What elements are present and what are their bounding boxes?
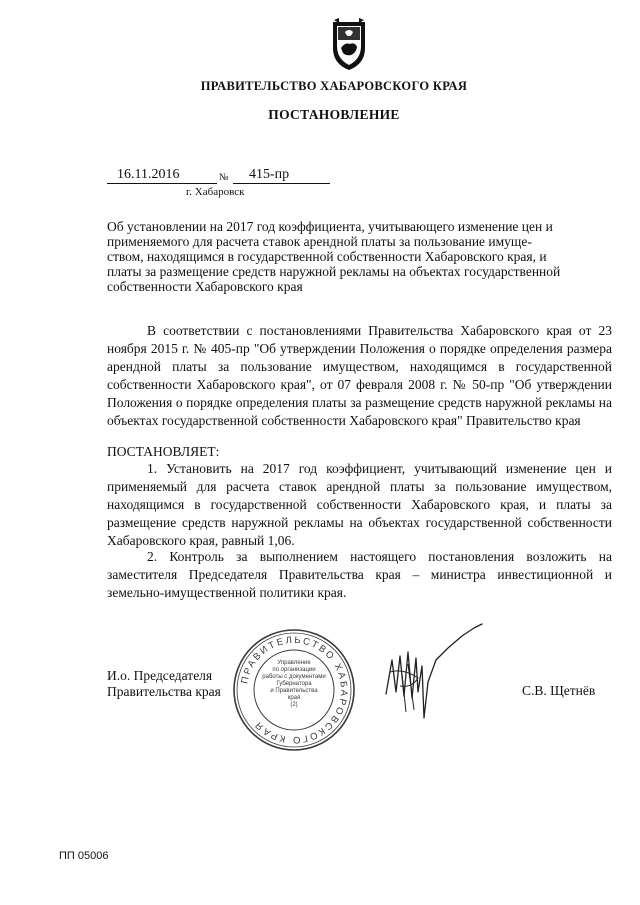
document-number: 415-пр	[233, 167, 330, 184]
government-title: ПРАВИТЕЛЬСТВО ХАБАРОВСКОГО КРАЯ	[200, 79, 468, 93]
decree-item-2: 2. Контроль за выполнением настоящего постановления возложить на заместителя Председателя Правительства края – министра инвестиционной и земельно-имущественной политики края.	[107, 549, 612, 601]
signer-name: С.В. Щетнёв	[522, 683, 596, 698]
signer-title	[107, 668, 221, 700]
document-subject	[107, 219, 612, 294]
document-city: г. Хабаровск	[186, 186, 245, 198]
subject-line: ством, находящимся в государственной собственности Хабаровского края, и	[107, 249, 547, 264]
handwritten-signature	[378, 622, 490, 724]
stamp-inner-line: по организации	[272, 667, 316, 673]
signer-title-line: Правительства края	[107, 684, 221, 699]
stamp-inner-line: (2)	[290, 702, 298, 708]
official-stamp	[232, 628, 356, 752]
decree-item-1: 1. Установить на 2017 год коэффициент, учитывающий изменение цен и применяемый для расчета ставок арендной платы за пользование имуществом, находящимся в государственной собственности Хабаровского края, и платы за размещение средств наружной рекламы на объектах государственной собственности Хабаровского края, равный 1,06.	[107, 461, 612, 549]
coat-of-arms-emblem	[329, 18, 369, 72]
subject-line: применяемого для расчета ставок арендной платы за пользование имуще-	[107, 234, 532, 249]
document-date: 16.11.2016	[107, 167, 217, 184]
document-type-title: ПОСТАНОВЛЕНИЕ	[268, 107, 400, 122]
stamp-inner-line: края	[287, 695, 301, 701]
signer-title-line: И.о. Председателя	[107, 668, 213, 683]
subject-line: платы за размещение средств наружной рекламы на объектах государственной	[107, 264, 561, 279]
footer-document-code: ПП 05006	[59, 850, 109, 862]
decree-heading: ПОСТАНОВЛЯЕТ:	[107, 444, 220, 459]
subject-line: собственности Хабаровского края	[107, 279, 303, 294]
number-sign: №	[219, 172, 229, 183]
stamp-inner-line: работы с документами	[262, 674, 326, 680]
stamp-inner-line: Губернатора	[276, 681, 312, 687]
stamp-inner-line: и Правительства	[270, 688, 318, 694]
stamp-ring-text: ПРАВИТЕЛЬСТВО ХАБАРОВСКОГО КРАЯ	[239, 634, 350, 746]
preamble-paragraph: В соответствии с постановлениями Правительства Хабаровского края от 23 ноября 2015 г. № 405-пр "Об утверждении Положения о порядке определения размера арендной платы за пользование имуществом, находящимся в государственной собственности Хабаровского края", от 07 февраля 2008 г. № 50-пр "Об утверждении Положения о порядке определения платы за размещение средств наружной рекламы на объектах государственной собственности Хабаровского края" Правительство края	[107, 323, 612, 429]
subject-line: Об установлении на 2017 год коэффициента, учитывающего изменение цен и	[107, 219, 553, 234]
stamp-inner-line: Управление	[277, 660, 311, 666]
